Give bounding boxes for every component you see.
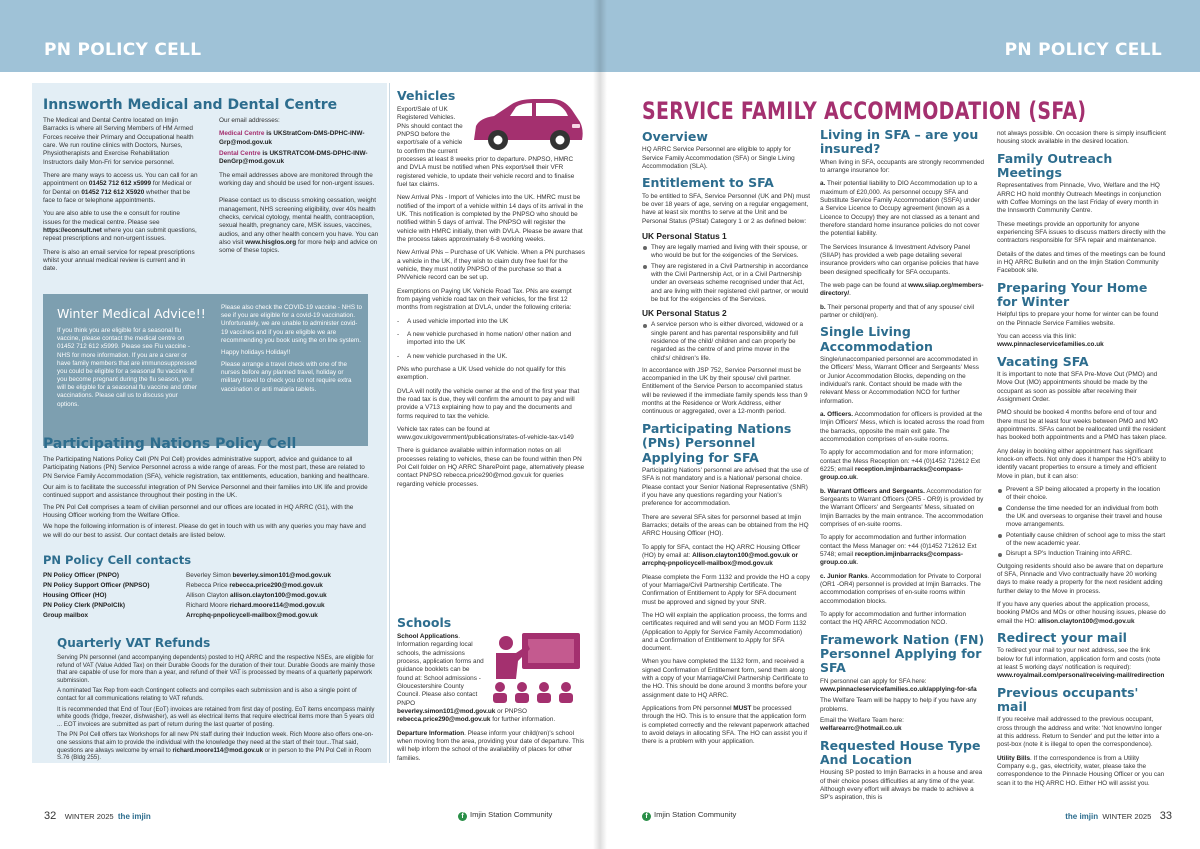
footer-season: WINTER 2025 [64, 812, 114, 821]
innsworth-phone: There are many ways to access us. You can call for an appointment on 01452 712 612 x5999 for Medical or for Dental on 01452 712 612 X5920 whether that be face to face or telephone appointments. [43, 171, 198, 204]
welfare-email[interactable]: welfarearrc@hotmail.co.uk [820, 725, 902, 733]
list-item: Condense the time needed for an individual from both the UK and overseas to organise their travel and house move arrangements. [997, 505, 1167, 530]
overview-title: Overview [642, 129, 708, 144]
dental-email[interactable]: Dental Centre is UKSTRATCOM-DMS-DPHC-INW-DenGrp@mod.gov.uk [219, 149, 368, 166]
siiap-link[interactable]: www.siiap.org/members-directory/ [820, 282, 984, 298]
winter-col2: Please also check the COVID-19 vaccine - NHS to see if you are eligible for a covid-19 vaccination. Unfortunately, we are unable to administer covid-19 vaccines and if you are eligible we are recommending you book using the on line system. Happy holidays Holiday!! Please arrange a travel check with one of the nurses before any planned travel, holiday or military travel to check you do not require extra vaccination or anti malaria tablets. [221, 304, 363, 393]
contact-row: Group mailbox Arrcphq-pnpolicycell-mailbox@mod.gov.uk [43, 612, 318, 619]
vacating-list [997, 486, 1167, 559]
vehicles-body: Export/Sale of UK Registered Vehicles. PNs should contact the PNPSO before the export/sale of a vehicle to confirm the current processes at least 8 weeks prior to departure. PNPSO, HMRC and DVLA must be notified when PNs export/sell their VFR registered vehicle, to update their vehicle record and to finalise fuel tax claims. New Arrival PNs - Import of Vehicles into the UK. HMRC must be notified of the import of a vehicle within 14 days of its arrival in the UK. This notification is completed by the PNPSO who should be notified within 5 days of arrival. The PNPSO will register the vehicle with HMRC initially, then with DVLA. Please be aware that the process takes approximately 6-8 working weeks. New Arrival PNs – Purchase of UK Vehicle. When a PN purchases a vehicle in the UK, if they wish to claim duty free fuel for the vehicle, they must notify PNPSO of the purchase so that a PNVehicle record can be set up. Exemptions on Paying UK Vehicle Road Tax. PNs are exempt from paying vehicle road tax on their vehicles, for the first 12 months from registration at DVLA, under the following criteria: - A used vehicle imported into the UK - A new vehicle purchased in home nation/ other nation and imported into the UK - A new vehicle purchased in the UK. PNs who purchase a UK Used vehicle do not qualify for this exemption. DVLA will notify the vehicle owner at the end of the first year that the road tax is due, they will confirm the amount to pay and will provide a V713 explaining how to pay and the documents and forms required to tax the vehicle. Vehicle tax rates can be found at www.gov.uk/government/publications/rates-of-vehicle-tax-v149 There is guidance available within information notes on all processes relating to vehicles, these can be found within then PN Pol Cell folder on HQ ARRC SharePoint page, alternatively please contact PNPSO rebecca.price290@mod.gov.uk for queries regarding vehicle processes. [397, 106, 585, 494]
entitlement-title: Entitlement to SFA [642, 175, 774, 191]
sfa-col1: Overview HQ ARRC Service Personnel are eligible to apply for Service Family Accommodation (SFA) or Single Living Accommodation (SLA). Entitlement to SFA To be entitled to SFA, Service Personnel (UK and PN) must be over 18 years of age, serving on a regular engagement, have at least six months to serve at the Unit and be Personal Status (PStat) Category 1 or 2 as defined below: UK Personal Status 1 They are legally married and living with their spouse, or who would be but for the exigencies of the Services. They are registered in a Civil Partnership in accordance with the Civil Partnership Act, or in a Civil Partnership under an overseas scheme recognised under that Act, and are living with their registered civil partner, or would be but for the exigencies of the Services. UK Personal Status 2 A service person who is either divorced, widowed or a single parent and has parental responsibility and full residence of the child/ children and can properly be regarded as the centre of and prime mover in the child's/ children's life. In accordance with JSP 752, Service Personnel must be accompanied in the UK by their spouse/ civil partner. Entitlement of the Service Person to accompanied status will be reviewed if the immediate family spends less than 9 months at the Residence or Work Address, either continuous or aggregated, over a 12-month period. Participating Nations (PNs) Personnel Applying for SFA Participating Nations' personnel are advised that the use of SFA is not mandatory and is a National/ personal choice. Please contact your Senior National Representative (SNR) if you have any questions regarding your Nation's preference for accommodation. There are several SFA sites for personnel based at Imjin Barracks; details of the areas can be obtained from the HQ ARRC Housing Officer (HO). To apply for SFA, contact the HQ ARRC Housing Officer (HO) by email at: Allison.clayton100@mod.gov.uk or arrcphq-pnpolicycell-mailbox@mod.gov.uk Please complete the Form 1132 and provide the HO a copy of your Marriage/Civil Partnership Certificate. The Confirmation of Entitlement to Apply for SFA document must be approved and signed by your SNR. The HO will explain the application process, the forms and certificates required and will send you an MOD Form 1132 (Application to Apply for Service Family Accommodation) and a Confirmation of Entitlement to Apply for SFA document. When you have completed the 1132 form, and received a signed Confirmation of Entitlement form, send them along with a copy of your Marriage/Civil Partnership Certificate to the HO. This should be done around 3 months before your assignment date to HQ ARRC. Applications from PN personnel MUST be processed through the HO. This is to ensure that the application form is completed correctly and the relevant paperwork attached to avoid delays in allocating SFA. The HO can assist you if there is a problem with your application. [642, 129, 811, 746]
contacts-table [43, 572, 373, 622]
panel-divider [389, 83, 390, 763]
footer-season: WINTER 2025 [1102, 812, 1152, 821]
email-note: The email addresses above are monitored through the working day and should be used for non-urgent issues. [219, 171, 375, 187]
left-header-band [0, 0, 600, 72]
list-item: Potentially cause children of school age to miss the start of the new academic year. [997, 532, 1167, 549]
list-item: - A new vehicle purchased in the UK. [397, 353, 585, 361]
contact-row: PN Policy Support Officer (PNPSO) Rebecca Price rebecca.price290@mod.gov.uk [43, 582, 323, 589]
family-title: Family Outreach Meetings [997, 150, 1113, 181]
left-facebook[interactable]: f Imjin Station Community [458, 810, 552, 821]
list-item: A service person who is either divorced, widowed or a single parent and has parental responsibility and full residence of the child/ children and can properly be regarded as the centre of and prime mover in the child's/ children's life. [642, 321, 810, 363]
left-header-title: PN POLICY CELL [44, 40, 202, 60]
contact-email[interactable]: richard.moore114@mod.gov.uk [229, 602, 325, 609]
vat-body: Serving PN personnel (and accompanying dependents) posted to HQ ARRC and the respective NSEs, are eligible for refund of VAT (Value Added Tax) on their Durable Goods for the duration of their tour. Durable Goods are mainly those that are capable of use for more than a year, and refund of their VAT is processed by means of a quarterly paperwork submission. A nominated Tax Rep from each Contingent collects and compiles each submission and is also a single point of contact for all communications relating to VAT refunds. It is recommended that End of Tour (EoT) invoices are retained from first day of posting. EoT items encompass mainly white goods (fridge, freezer, dishwasher), as well as electrical items that require electrical items more than 5 years old ... EOT invoices are submitted as part of return during the last quarter of posting. The PN Pol Cell offers tax Workshops for all new PN staff during their Induction week. Rich Moore also offers one-on-one sessions that aim to provide the individual with the knowledge they need at the start of their tour...That said, questions are always welcome by email to richard.moore114@mod.gov.uk or in person to the PN Pol Cell in Room S.76 (Bldg 255). [57, 654, 375, 762]
contact-row: PN Policy Officer (PNPO) Beverley Simon beverley.simon101@mod.gov.uk [43, 572, 331, 579]
list-item: - A used vehicle imported into the UK [397, 318, 585, 326]
requested-title: Requested House Type And Location [820, 737, 981, 768]
status1-list [642, 244, 810, 304]
schools-email-pnpo[interactable]: beverley.simon101@mod.gov.uk [397, 707, 496, 715]
winter-title: Winter Medical Advice!! [57, 306, 206, 321]
innsworth-intro: The Medical and Dental Centre located on Imjin Barracks is where all Serving Members of HM Armed Forces receive their Primary and Occupational health care. We run routine clinics with Doctors, Nurses, Physiotherapists and Exercise Rehabilitation Instructors daily Mon-Fri for service personnel. [43, 117, 194, 166]
contact-email[interactable]: allison.clayton100@mod.gov.uk [230, 592, 327, 599]
vehicles-title: Vehicles [397, 88, 456, 103]
facebook-icon: f [642, 812, 651, 821]
redirect-title: Redirect your mail [997, 629, 1127, 645]
contacts-title: PN Policy Cell contacts [43, 553, 192, 567]
schools-title: Schools [397, 615, 452, 630]
right-footer [1065, 810, 1172, 822]
contact-row: PN Policy Clerk (PNPolClk) Richard Moore richard.moore114@mod.gov.uk [43, 602, 325, 609]
right-facebook[interactable]: f Imjin Station Community [642, 810, 736, 821]
left-footer [44, 810, 151, 822]
innsworth-col1 [43, 117, 199, 279]
spine-shadow [593, 0, 607, 849]
pnpc-title: Participating Nations Policy Cell [43, 436, 297, 452]
right-header-title: PN POLICY CELL [1004, 40, 1162, 60]
previous-title: Previous occupants' mail [997, 684, 1139, 715]
list-item: - A new vehicle purchased in home nation/ other nation and imported into the UK [397, 331, 585, 348]
single-title: Single Living Accommodation [820, 324, 933, 354]
email-heading: Our email addresses: [219, 117, 280, 124]
sergeants-email[interactable]: reception.imjinbarracks@compass-group.co.uk [820, 550, 963, 567]
right-page [600, 0, 1200, 849]
list-item: They are legally married and living with their spouse, or who would be but for the exigencies of the Services. [642, 244, 810, 261]
page-number: 32 [44, 810, 57, 822]
right-header-band [600, 0, 1200, 72]
contact-email[interactable]: Arrcphq-pnpolicycell-mailbox@mod.gov.uk [186, 612, 318, 619]
innsworth-title: Innsworth Medical and Dental Centre [43, 97, 338, 113]
vat-title: Quarterly VAT Refunds [57, 636, 211, 650]
list-item: Prevent a SP being allocated a property in the location of their choice. [997, 486, 1167, 503]
framework-title: Framework Nation (FN) Personnel Applying for SFA [820, 631, 985, 676]
exemption-list [397, 318, 585, 361]
pnpc-body: The Participating Nations Policy Cell (PN Pol Cell) provides administrative support, advice and guidance to all Participating Nations (PN) Service Personnel across a wide range of areas. For the most part, these are related to PN Service Family Accommodation (SFA), vehicle registration, tax entitlements, education, banking and healthcare. Our aim is to facilitate the successful integration of PN Service Personnel and their families into UK life and provide continued support and assistance throughout their posting in the UK. The PN Pol Cell comprises a team of civilian personnel and our offices are located in HQ ARRC (G1), with the Housing Officer working from the Welfare Office. We hope the following information is of interest. Please do get in touch with us with any queries you may have and we will do our best to assist. Our contact details are listed below. [43, 456, 370, 539]
pinnacle-link[interactable]: www.pinnacleservicefamilies.co.uk [997, 341, 1104, 349]
list-item: They are registered in a Civil Partnership in accordance with the Civil Partnership Act, or in a Civil Partnership under an overseas scheme recognised under that Act, and are living with their registered civil partner, or would be but for the exigencies of the Services. [642, 263, 810, 305]
sfa-col3: not always possible. On occasion there is simply insufficient housing stock available in the desired location. Family Outreach Meetings Representatives from Pinnacle, Vivo, Welfare and the HQ ARRC HO hold monthly Outreach Meetings in conjunction with Coffee Mornings on the last Friday of every month in the Innsworth Community Centre. These meetings provide an opportunity for anyone experiencing SFA issues to discuss matters directly with the contractors responsible for SFA repair and maintenance. Details of the dates and times of the meetings can be found in HQ ARRC Bulletin and on the Imjin Station Community Facebook site. Preparing Your Home for Winter Helpful tips to prepare your home for winter can be found on the Pinnacle Service Families website. You can access via this link: www.pinnacleservicefamilies.co.uk Vacating SFA It is important to note that SFA Pre-Move Out (PMO) and Move Out (MO) appointments should be made by the occupant as soon as possible after receiving their Assignment Order. PMO should be booked 4 months before end of tour and there must be at least four weeks between PMO and MO appointments. SFAs cannot be reallocated until the resident has booked both appointments and a PMO has taken place. Any delay in booking either appointment has significant knock-on effects. Not only does it hamper the HO's ability to identify vacant properties to ensure a timely and efficient Move in plan, but it can also: Prevent a SP being allocated a property in the location of their choice. Condense the time needed for an individual from both the UK and overseas to organise their travel and house move arrangements. Potentially cause children of school age to miss the start of the new academic year. Disrupt a SP's Induction Training into ARRC. Outgoing residents should also be aware that on departure of SFA, Pinnacle and Vivo contractually have 20 working days to make ready a property for the next resident adding further delay to the Move in process. If you have any queries about the application process, booking PMOs and MOs or other housing issues, please do email the HO: allison.clayton100@mod.gov.uk Redirect your mail To redirect your mail to your next address, see the link below for full information, application form and costs (note at least 5 working days' notification is required): www.royalmail.com/personal/receiving-mail/redirection Previous occupants' mail If you receive mail addressed to the previous occupant, cross through the address and write: 'Not known/no longer at this address. Return to Sender' and put the letter into a post-box (note it is illegal to open the correspondence). Utility Bills. If the correspondence is from a Utility Company e.g., gas, electricity, water, please take the correspondence to the Pinnacle Housing Officer or you can scan it to the HQ ARRC HO. Either HO will assist you. [997, 130, 1167, 787]
vat-email-link[interactable]: richard.moore114@mod.gov.uk [172, 746, 263, 754]
facebook-icon: f [458, 812, 467, 821]
page-number: 33 [1159, 810, 1172, 822]
ho-email[interactable]: allison.clayton100@mod.gov.uk [1037, 617, 1135, 625]
innsworth-contact: Please contact us to discuss smoking cessation, weight management, NHS screening eligibility, over 40s health checks, cervical cytology, mental health, contraception, sexual health, pregnancy care, MSK issues, vaccines, audios, and any other health concern you have. You can also visit www.hisglos.org for more help and advice on some of these topics. [219, 197, 379, 255]
preparing-title: Preparing Your Home for Winter [997, 279, 1148, 310]
masthead: the imjin [117, 812, 151, 821]
officers-email[interactable]: reception.imjinbarracks@compass-group.co.uk [820, 466, 963, 482]
framework-link[interactable]: www.pinnacleservicefamilies.co.uk/applying-for-sfa [820, 686, 977, 694]
vacating-title: Vacating SFA [997, 353, 1089, 369]
royalmail-link[interactable]: www.royalmail.com/personal/receiving-mail/redirection [997, 672, 1165, 680]
sfa-col2: Living in SFA – are you insured? When living in SFA, occupants are strongly recommended to arrange insurance for: a. Their potential liability to DIO Accommodation up to a maximum of £20,000. As personnel occupy SFA and Substitute Service Family Accommodation (SSFA) under a Service Licence to Occupy agreement (known as a Licence to Occupy) they are not classed as a tenant and therefore standard home insurance policies do not cover the potential liability. The Services Insurance & Investment Advisory Panel (SIIAP) has provided a web page detailing several insurance providers who can organise policies that have been designed specifically for SFA occupants. The web page can be found at www.siiap.org/members-directory/. b. Their personal property and that of any spouse/ civil partner or child(ren). Single Living Accommodation Single/unaccompanied personnel are accommodated in the Officers' Mess, Warrant Officer and Sergeants' Mess or Junior Accommodation Blocks, depending on the individual's rank. Contact should be made with the relevant Mess or Accommodation NCO for further information. a. Officers. Accommodation for officers is provided at the Imjin Officers' Mess, which is located across the road from the barracks, opposite the main exit gate. The accommodation comprises of en-suite rooms. To apply for accommodation and for more information; contact the Mess Reception on: +44 (0)1452 712612 Ext 6225; email reception.imjinbarracks@compass-group.co.uk. b. Warrant Officers and Sergeants. Accommodation for Sergeants to Warrant Officers (OR5 - OR9) is provided by the Warrant Officers' and Sergeants' Mess, situated on Imjin Barracks by the main entrance. The accommodation comprises of en-suite rooms. To apply for accommodation and further information contact the Mess Manager on: +44 (0)1452 712612 Ext 5748; email reception.imjinbarracks@compass-group.co.uk. c. Junior Ranks. Accommodation for Private to Corporal (OR1 -OR4) personnel is provided at Imjin Barracks. The accommodation comprises of en-suite rooms within accommodation blocks. To apply for accommodation and further information contact the HQ ARRC Accommodation NCO. Framework Nation (FN) Personnel Applying for SFA FN personnel can apply for SFA here: www.pinnacleservicefamilies.co.uk/applying-for-sfa The Welfare Team will be happy to help if you have any problems. Email the Welfare Team here: welfarearrc@hotmail.co.uk Requested House Type And Location Housing SP posted to Imjin Barracks in a house and area of their choice poses difficulties at any time of the year. Although every effort will always be made to achieve a SP's aspiration, this is [820, 127, 985, 802]
list-item: Disrupt a SP's Induction Training into ARRC. [997, 550, 1167, 558]
schools-email-pnpso[interactable]: rebecca.price290@mod.gov.uk [397, 716, 491, 724]
contact-email[interactable]: rebecca.price290@mod.gov.uk [229, 582, 323, 589]
winter-advice-box [43, 294, 368, 446]
living-title: Living in SFA – are you insured? [820, 127, 979, 157]
innsworth-repeat: There is also an email service for repeat prescriptions whilst your annual medical review is current and in date. [43, 248, 195, 273]
contact-email[interactable]: beverley.simon101@mod.gov.uk [232, 572, 331, 579]
innsworth-col2 [219, 117, 382, 261]
econsult-link[interactable]: https://econsult.net [43, 226, 102, 234]
status2-list [642, 321, 810, 363]
masthead: the imjin [1065, 812, 1099, 821]
status2-title: UK Personal Status 2 [642, 308, 727, 319]
schools-body: School Applications. Information regarding local schools, the admissions process, application forms and guidance booklets can be found at: School admissions - Gloucestershire County Council. Please also contact PNPO beverley.simon101@mod.gov.uk or PNPSO rebecca.price290@mod.gov.uk for further information. Departure Information. Please inform your child(ren)'s school when moving from the area, providing your date of departure. This will help inform the school of the availability of places for other families. [397, 633, 585, 762]
hisglos-link[interactable]: www.hisglos.org [245, 238, 297, 246]
status1-title: UK Personal Status 1 [642, 231, 727, 242]
apply-email-link[interactable]: Allison.clayton100@mod.gov.uk or arrcphq-pnpolicycell-mailbox@mod.gov.uk [642, 551, 798, 568]
winter-col1: If you think you are eligible for a seasonal flu vaccine, please contact the medical centre on 01452 712 612 x5999. Please see Flu vaccine - NHS for more information. If you are a carer or have family members that are immunosuppressed you could be eligible for a seasonal flu vaccine. If you become pregnant during the flu season, you will be eligible for a seasonal flu vaccine and other vaccinations. Please call us to discuss your options. [57, 327, 198, 408]
page-title: SERVICE FAMILY ACCOMMODATION (SFA) [642, 97, 1087, 125]
contact-row: Housing Officer (HO) Allison Clayton allison.clayton100@mod.gov.uk [43, 592, 327, 599]
medical-email[interactable]: Medical Centre is UKStratCom-DMS-DPHC-INW-Grp@mod.gov.uk [219, 130, 365, 146]
applying-title: Participating Nations (PNs) Personnel Applying for SFA [642, 420, 792, 465]
innsworth-econsult: You are also able to use the e consult for routine issues for the medical centre. Please see https://econsult.net where you can submit questions, repeat prescriptions and non-urgent issues. [43, 210, 197, 243]
